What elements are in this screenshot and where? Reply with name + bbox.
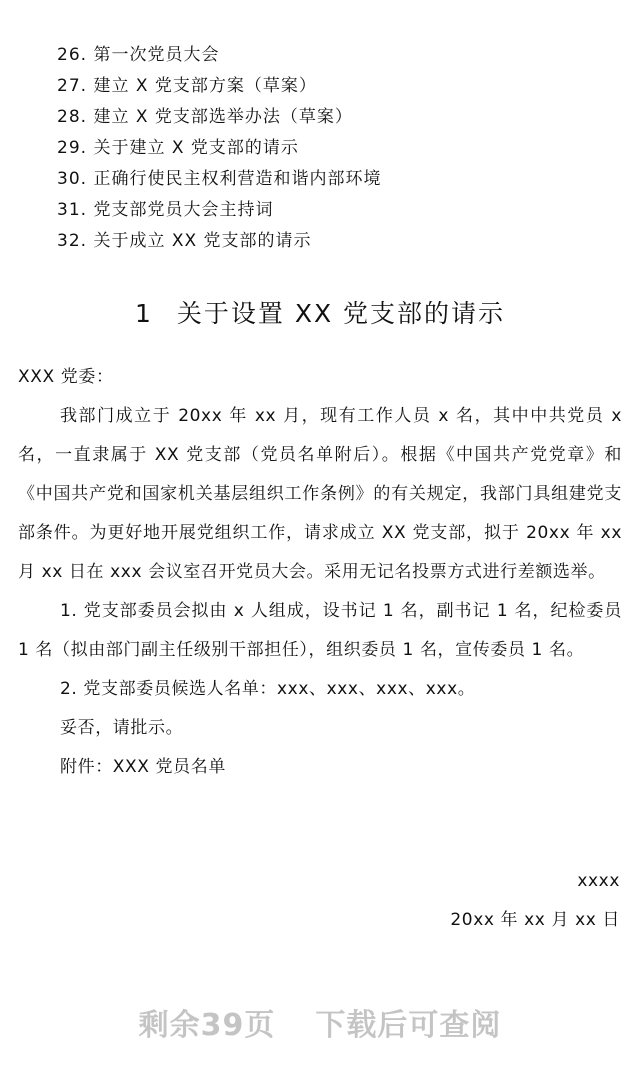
download-banner[interactable] [0,998,640,1054]
salutation: XXX 党委： [18,367,114,387]
toc-item-32: 32. 关于成立 XX 党支部的请示 [57,231,312,251]
toc-item-27: 27. 建立 X 党支部方案（草案） [57,76,317,96]
title-number: 1 [134,299,153,328]
signature-date: 20xx 年 xx 月 xx 日 [450,910,620,930]
paragraph-approval: 妥否，请批示。 [60,718,184,738]
paragraph-intro: 我部门成立于 20xx 年 xx 月，现有工作人员 x 名，其中中共党员 x 名，一直隶属于 XX 党支部（党员名单附后）。根据《中国共产党党章》和《中国共产党和国家机关基层组织工作条例》的有关规定，我部门具组建党支部条件。为更好地开展党组织工作，请求成立 XX 党支部，拟于 20xx 年 xx 月 xx 日在 xxx 会议室召开党员大会。采用无记名投票方式进行差额选举。 [18,406,622,582]
document-body [18,358,622,787]
toc-item-29: 29. 关于建立 X 党支部的请示 [57,138,299,158]
document-title [0,296,640,332]
toc-item-28: 28. 建立 X 党支部选举办法（草案） [57,107,353,127]
remaining-pages-text: 剩余39页 [138,1008,276,1043]
table-of-contents [57,40,381,257]
paragraph-candidates: 2. 党支部委员候选人名单：xxx、xxx、xxx、xxx。 [60,679,476,699]
toc-item-31: 31. 党支部党员大会主持词 [57,200,274,220]
paragraph-committee: 1. 党支部委员会拟由 x 人组成，设书记 1 名，副书记 1 名，纪检委员 1 名（拟由部门副主任级别干部担任），组织委员 1 名，宣传委员 1 名。 [18,601,622,660]
paragraph-attachment: 附件：XXX 党员名单 [60,757,226,777]
signature-block [220,862,620,940]
title-text: 关于设置 XX 党支部的请示 [176,299,506,328]
signature-org: xxxx [577,871,620,891]
toc-item-26: 26. 第一次党员大会 [57,45,220,65]
toc-item-30: 30. 正确行使民主权利营造和谐内部环境 [57,169,382,189]
download-to-view-text: 下载后可查阅 [315,1008,502,1043]
